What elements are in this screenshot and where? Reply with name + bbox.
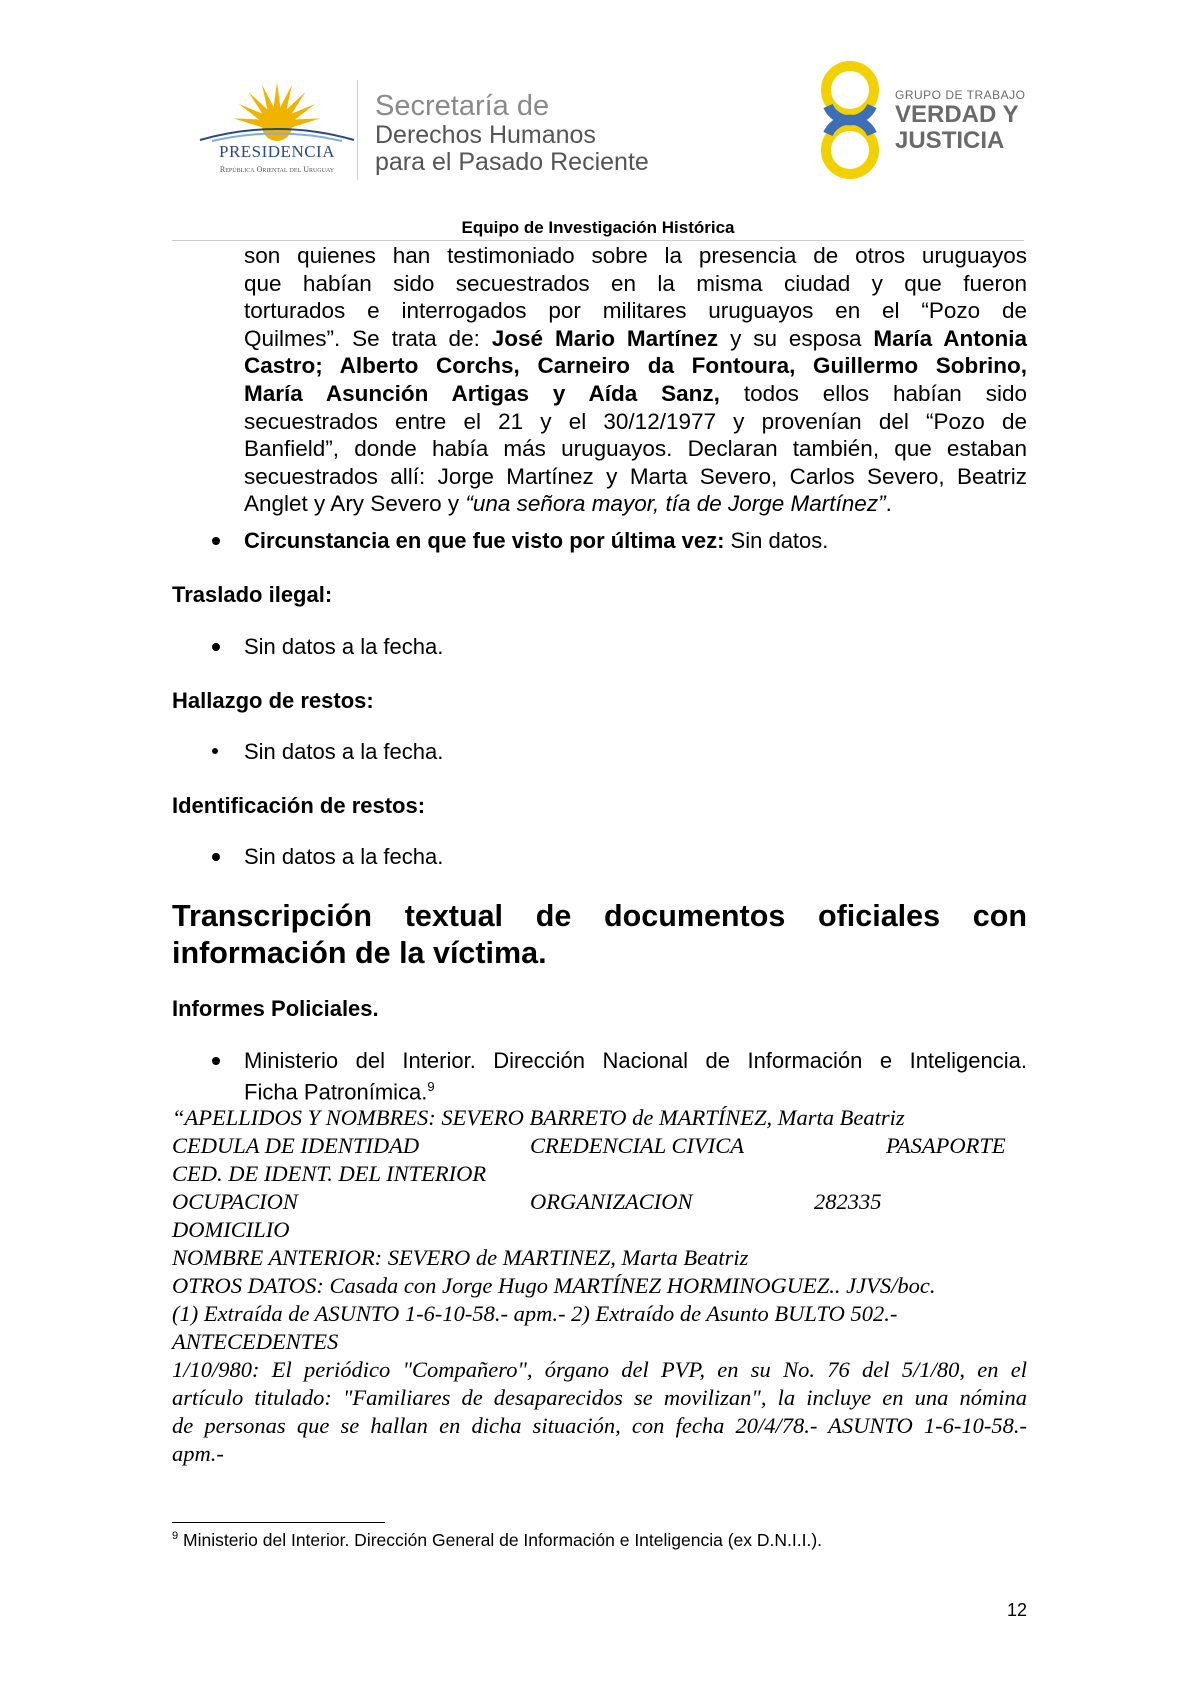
bullet-icon: [212, 748, 218, 754]
section-heading-traslado: Traslado ilegal:: [172, 582, 333, 607]
text-run: Anglet y Ary Severo y: [244, 491, 466, 517]
secretaria-line-2: Derechos Humanos: [375, 121, 596, 149]
circunstancia-item: [244, 528, 828, 554]
bullet-icon: [212, 643, 220, 651]
footnote: [172, 1530, 822, 1551]
identificacion-item: Sin datos a la fecha.: [244, 844, 444, 869]
presidencia-subtitle: República Oriental del Uruguay: [219, 165, 335, 174]
paragraph-line: Castro; Alberto Corchs, Carneiro da Fontoura, Guillermo Sobrino,: [244, 353, 1027, 379]
secretaria-logo-text: [375, 90, 649, 176]
hallazgo-item: Sin datos a la fecha.: [244, 739, 444, 764]
quote-italic: “una señora mayor, tía de Jorge Martínez”: [465, 491, 886, 517]
text-run: todos ellos habían sido: [719, 380, 1027, 406]
bullet-icon: [212, 537, 220, 545]
ficha-cedula: CEDULA DE IDENTIDAD: [172, 1133, 420, 1158]
name-bold: José Mario Martínez: [491, 325, 719, 351]
traslado-item: Sin datos a la fecha.: [244, 634, 444, 659]
secretaria-line-3: para el Pasado Reciente: [375, 148, 649, 176]
name-bold: María Asunción Artigas y Aída Sanz,: [244, 380, 720, 406]
ficha-extraida: (1) Extraída de ASUNTO 1-6-10-58.- apm.- 2) Extraído de Asunto BULTO 502.-: [172, 1301, 898, 1326]
circunstancia-value: Sin datos.: [724, 528, 829, 553]
name-bold: María Antonia: [873, 325, 1028, 351]
text-run: Quilmes”. Se trata de:: [244, 325, 492, 351]
ficha-antecedentes-text: [172, 1356, 1027, 1468]
ficha-pasaporte: PASAPORTE: [886, 1133, 1006, 1158]
paragraph-line: secuestrados allí: Jorge Martínez y Marta Severo, Carlos Severo, Beatriz: [244, 463, 1027, 489]
ficha-ocupacion: OCUPACION: [172, 1189, 298, 1214]
presidencia-logo: [198, 80, 356, 180]
transcripcion-heading: [172, 898, 1027, 972]
informes-item: [244, 1048, 1027, 1105]
circunstancia-label: Circunstancia en que fue visto por última vez:: [244, 528, 725, 553]
ficha-domicilio: DOMICILIO: [172, 1217, 290, 1242]
ficha-otros-datos: OTROS DATOS: Casada con Jorge Hugo MARTÍNEZ HORMINOGUEZ.. JJVS/boc.: [172, 1273, 936, 1298]
paragraph-line: que habían sido secuestrados en la misma ciudad y que fueron: [244, 270, 1027, 296]
ficha-ced-interior: CED. DE IDENT. DEL INTERIOR: [172, 1161, 487, 1186]
paragraph-line: [244, 490, 1027, 518]
antecedente-line: 1/10/980: El periódico "Compañero", órgano del PVP, en su No. 76 del 5/1/80, en el: [172, 1357, 1027, 1382]
sun-emblem-icon: [198, 80, 356, 142]
antecedente-line: artículo titulado: "Familiares de desaparecidos se movilizan", la incluye en una nómina: [172, 1385, 1027, 1410]
heading-line: Transcripción textual de documentos oficiales con: [172, 899, 1027, 933]
ficha-nombre-anterior: NOMBRE ANTERIOR: SEVERO de MARTINEZ, Marta Beatriz: [172, 1245, 749, 1270]
verdad-justicia-text: [895, 88, 1025, 154]
bullet-icon: [212, 853, 220, 861]
page-number: 12: [1006, 1600, 1027, 1620]
footnote-rule: [172, 1522, 385, 1523]
informes-heading: Informes Policiales.: [172, 996, 379, 1021]
verdad-justicia-logo-icon: [820, 56, 880, 184]
section-heading-identificacion: Identificación de restos:: [172, 793, 426, 818]
text-run: .: [885, 491, 892, 517]
ficha-credencial: CREDENCIAL CIVICA: [530, 1133, 744, 1158]
section-heading-hallazgo: Hallazgo de restos:: [172, 688, 374, 713]
ficha-numero: 282335: [814, 1189, 882, 1214]
paragraph-line: Banfield”, donde había más uruguayos. Declaran también, que estaban: [244, 436, 1027, 462]
ficha-antecedentes: ANTECEDENTES: [172, 1329, 339, 1354]
ficha-organizacion: ORGANIZACION: [530, 1189, 693, 1214]
item-line: [244, 1074, 1027, 1105]
heading-line: información de la víctima.: [172, 936, 547, 970]
header-divider: [357, 80, 358, 180]
paragraph-line: torturados e interrogados por militares uruguayos en el “Pozo de: [244, 298, 1027, 324]
item-line: Ministerio del Interior. Dirección Nacional de Información e Inteligencia.: [244, 1048, 1027, 1073]
footnote-ref: 9: [427, 1079, 435, 1094]
presidencia-name: PRESIDENCIA: [218, 142, 335, 161]
item-text: Ficha Patronímica.: [244, 1079, 428, 1105]
antecedente-line: de personas que se hallan en dicha situación, con fecha 20/4/78.- ASUNTO 1-6-10-58.-: [172, 1413, 1027, 1438]
paragraph-line: secuestrados entre el 21 y el 30/12/1977 y provenían del “Pozo de: [244, 408, 1027, 434]
paragraph-line: son quienes han testimoniado sobre la presencia de otros uruguayos: [244, 243, 1027, 268]
vyj-line-2: JUSTICIA: [895, 127, 1005, 154]
team-title: Equipo de Investigación Histórica: [461, 218, 735, 237]
testimony-paragraph: [244, 242, 1027, 518]
vyj-group-label: GRUPO DE TRABAJO: [895, 88, 1026, 102]
paragraph-line: [244, 325, 1027, 353]
antecedente-line: apm.-: [172, 1441, 224, 1466]
ficha-apellidos: “APELLIDOS Y NOMBRES: SEVERO BARRETO de MARTÍNEZ, Marta Beatriz: [172, 1105, 905, 1130]
bullet-icon: [212, 1057, 220, 1065]
secretaria-line-1: Secretaría de: [375, 90, 550, 122]
header-rule: [172, 240, 1024, 241]
text-run: y su esposa: [718, 325, 874, 351]
vyj-line-1: VERDAD Y: [895, 101, 1019, 128]
footnote-number: 9: [172, 1530, 179, 1543]
footnote-text: Ministerio del Interior. Dirección General de Información e Inteligencia (ex D.N.I.I.).: [183, 1530, 823, 1550]
paragraph-line: [244, 380, 1027, 408]
